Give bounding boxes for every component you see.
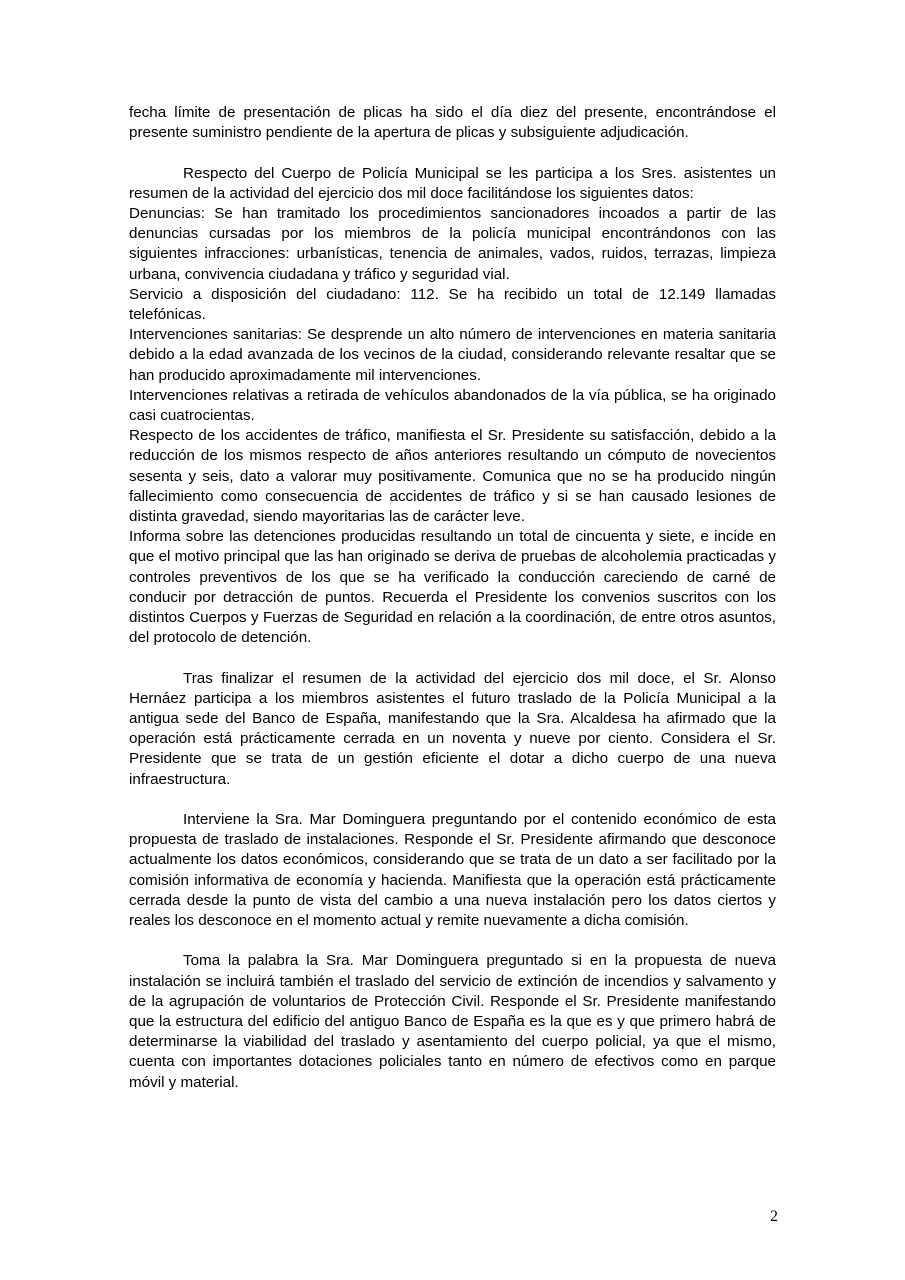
paragraph-nueva-instalacion: Toma la palabra la Sra. Mar Dominguera preguntado si en la propuesta de nueva instalación se incluirá también el traslado del servicio de extinción de incendios y salvamento y de la agrupación de voluntarios de Protección Civil. Responde el Sr. Presidente manifestando que la estructura del edificio del antiguo Banco de España es la que es y que primero habrá de determinarse la viabilidad del traslado y asentamiento del cuerpo policial, ya que el mismo, cuenta con importantes dotaciones policiales tanto en número de efectivos como en parque móvil y material. [129, 952, 776, 1091]
paragraph-traslado-policia: Tras finalizar el resumen de la actividad del ejercicio dos mil doce, el Sr. Alonso Hernáez participa a los miembros asistentes el futuro traslado de la Policía Municipal a la antigua sede del Banco de España, manifestando que la Sra. Alcaldesa ha afirmado que la operación está prácticamente cerrada en un noventa y nueve por ciento. Considera el Sr. Presidente que se trata de un gestión eficiente el dotar a dicho cuerpo de una nueva infraestructura. [129, 669, 776, 788]
paragraph-detenciones: Informa sobre las detenciones producidas resultando un total de cincuenta y siete, e incide en que el motivo principal que las han originado se deriva de pruebas de alcoholemia practicadas y controles preventivos de los que se ha verificado la conducción careciendo de carné de conducir por detracción de puntos. Recuerda el Presidente los convenios suscritos con los distintos Cuerpos y Fuerzas de Seguridad en relación a la coordinación, de entre otros asuntos, del protocolo de detención. [129, 528, 776, 647]
document-page [129, 103, 776, 1093]
paragraph-servicio-112: Servicio a disposición del ciudadano: 112. Se ha recibido un total de 12.149 llamadas telefónicas. [129, 285, 776, 324]
paragraph-accidentes-trafico: Respecto de los accidentes de tráfico, manifiesta el Sr. Presidente su satisfacción, debido a la reducción de los mismos respecto de años anteriores resultando un cómputo de novecientos sesenta y seis, dato a valorar muy positivamente. Comunica que no se ha producido ningún fallecimiento como consecuencia de accidentes de tráfico y si se han causado lesiones de distinta gravedad, siendo mayoritarias las de carácter leve. [129, 427, 776, 526]
paragraph-contenido-economico: Interviene la Sra. Mar Dominguera preguntando por el contenido económico de esta propuesta de traslado de instalaciones. Responde el Sr. Presidente afirmando que desconoce actualmente los datos económicos, considerando que se trata de un dato a ser facilitado por la comisión informativa de economía y hacienda. Manifiesta que la operación está prácticamente cerrada desde la punto de vista del cambio a una nueva instalación pero los datos ciertos y reales los desconoce en el momento actual y remite nuevamente a dicha comisión. [129, 811, 776, 930]
paragraph-retirada-vehiculos: Intervenciones relativas a retirada de vehículos abandonados de la vía pública, se ha originado casi cuatrocientas. [129, 386, 776, 425]
paragraph-policia-intro: Respecto del Cuerpo de Policía Municipal se les participa a los Sres. asistentes un resumen de la actividad del ejercicio dos mil doce facilitándose los siguientes datos: [129, 164, 776, 202]
paragraph-plicas: fecha límite de presentación de plicas ha sido el día diez del presente, encontrándose el presente suministro pendiente de la apertura de plicas y subsiguiente adjudicación. [129, 104, 776, 142]
page-number: 2 [770, 1208, 778, 1225]
paragraph-intervenciones-sanitarias: Intervenciones sanitarias: Se desprende un alto número de intervenciones en materia sanitaria debido a la edad avanzada de los vecinos de la ciudad, considerando relevante resaltar que se han producido aproximadamente mil intervenciones. [129, 326, 776, 384]
paragraph-denuncias: Denuncias: Se han tramitado los procedimientos sancionadores incoados a partir de las denuncias cursadas por los miembros de la policía municipal encontrándonos con las siguientes infracciones: urbanísticas, tenencia de animales, vados, ruidos, terrazas, limpieza urbana, convivencia ciudadana y tráfico y seguridad vial. [129, 205, 776, 283]
